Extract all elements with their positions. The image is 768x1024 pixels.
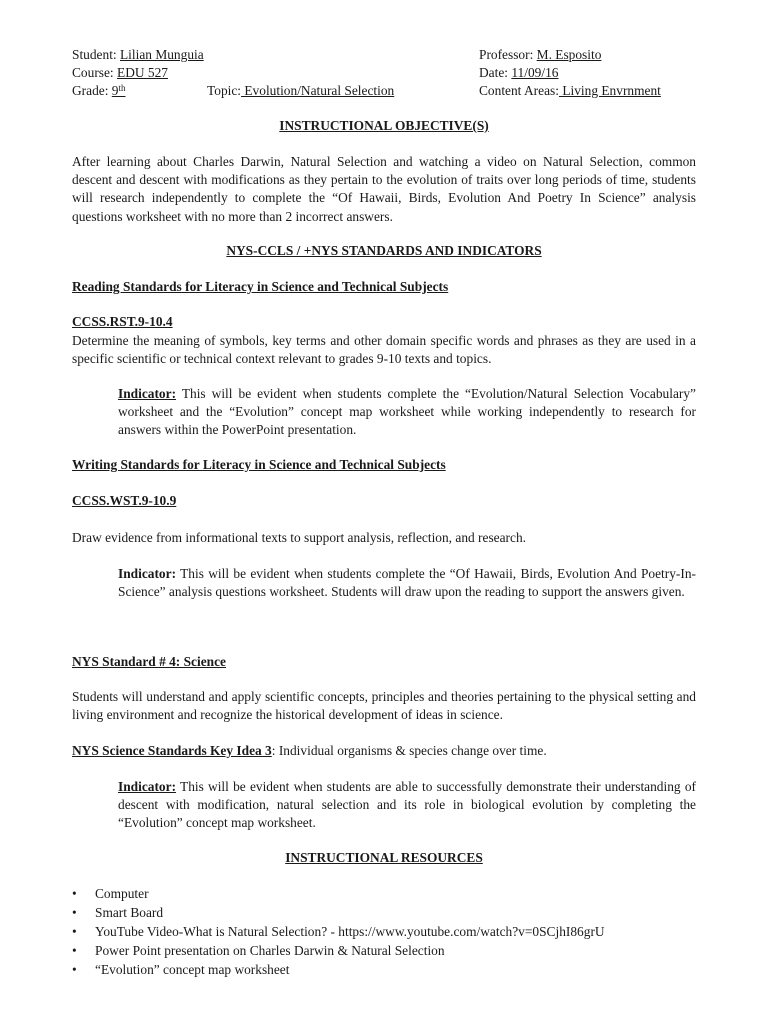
content-areas-line <box>479 83 661 99</box>
indicator-2 <box>118 565 696 601</box>
date-line <box>479 65 558 81</box>
date-label: Date: <box>479 65 512 80</box>
course-label: Course: <box>72 65 118 80</box>
nys-standard-4-text: Students will understand and apply scientific concepts, principles and theories pertaining to the physical setting and living environment and recognize the historical development of ideas in science. <box>72 689 696 723</box>
bullet-icon: • <box>72 905 77 920</box>
grade-line <box>72 83 160 99</box>
key-idea-title: NYS Science Standards Key Idea 3 <box>72 743 272 758</box>
student-name: Lilian Munguia <box>120 47 204 62</box>
key-idea-text: : Individual organisms & species change over time. <box>271 743 547 758</box>
indicator-3-label: Indicator: <box>118 779 177 794</box>
indicator-1-label: Indicator: <box>118 386 177 401</box>
course-value: EDU 527 <box>117 65 168 80</box>
resources-heading: INSTRUCTIONAL RESOURCES <box>285 850 483 865</box>
student-label: Student: <box>72 47 120 62</box>
indicator-2-label: Indicator: <box>118 566 177 581</box>
professor-line <box>479 47 601 63</box>
document-page: Student: Lilian Munguia Professor: M. Esposito Course: EDU 527 Date: 11/09/16 Grade: 9th Topic: Evolution/Natural Selection Content Areas: Living Envrnment INSTRUCTIONAL OBJECTIVE(S) After learning about Charles Darwin, Natural Selection and watching a video on Natural Selection, common descent and descent with modifications as they pertain to the evolution of traits over long periods of time, students will research independently to complete the “Of Hawaii, Birds, Evolution And Poetry In Science” analysis questions worksheet with no more than 2 incorrect answers. NYS-CCLS / +NYS STANDARDS AND INDICATORS Reading Standards for Literacy in Science and Technical Subjects CCSS.RST.9-10.4 Determine the meaning of symbols, key terms and other domain specific words and phrases as they are used in a specific scientific or technical context relevant to grades 9-10 texts and topics. Indicator: This will be evident when students complete the “Evolution/Natural Selection Vocabulary” worksheet and the “Evolution” concept map worksheet while working independently to research for answers within the PowerPoint presentation. Writing Standards for Literacy in Science and Technical Subjects CCSS.WST.9-10.9 Draw evidence from informational texts to support analysis, reflection, and research. Indicator: This will be evident when students complete the “Of Hawaii, Birds, Evolution And Poetry-In-Science” analysis questions worksheet. Students will draw upon the reading to support the answers given. NYS Standard # 4: Science Students will understand and apply scientific concepts, principles and theories pertaining to the physical setting and living environment and recognize the historical development of ideas in science. NYS Science Standards Key Idea 3: Individual organisms & species change over time. Indicator: This will be evident when students are able to successfully demonstrate their understanding of descent with modification, natural selection and its role in biological evolution by completing the “Evolution” concept map worksheet. INSTRUCTIONAL RESOURCES • Computer • Smart Board • YouTube Video-What is Natural Selection? - https://www.youtube.com/watch?v=0SCjhI86grU • Power Point presentation on Charles Darwin & Natural Selection • “Evolution” concept map worksheet <box>72 47 696 977</box>
content-areas-label: Content Areas: <box>479 83 559 98</box>
course-line <box>72 65 168 81</box>
bullet-icon: • <box>72 962 77 977</box>
topic-label: Topic: <box>207 83 242 98</box>
objective-heading: INSTRUCTIONAL OBJECTIVE(S) <box>279 118 489 133</box>
key-idea-line <box>72 743 547 759</box>
wst-code: CCSS.WST.9-10.9 <box>72 493 177 508</box>
content-areas-value: Living Envrnment <box>558 83 661 98</box>
indicator-1 <box>118 385 696 440</box>
indicator-3 <box>118 778 696 833</box>
reading-standards-title: Reading Standards for Literacy in Science and Technical Subjects <box>72 279 449 294</box>
date-value: 11/09/16 <box>511 65 559 80</box>
wst-text: Draw evidence from informational texts to support analysis, reflection, and research. <box>72 530 527 545</box>
grade-value: 9th <box>111 83 126 98</box>
professor-name: M. Esposito <box>536 47 602 62</box>
bullet-icon: • <box>72 924 77 939</box>
indicator-2-text: This will be evident when students complete the “Of Hawaii, Birds, Evolution And Poetry-In-Science” analysis questions worksheet. Students will draw upon the reading to support the answers given. <box>118 566 696 600</box>
topic-value: Evolution/Natural Selection <box>241 83 395 98</box>
writing-standards-title: Writing Standards for Literacy in Science and Technical Subjects <box>72 457 446 472</box>
nys-standard-4-title: NYS Standard # 4: Science <box>72 654 226 669</box>
student-line <box>72 47 204 63</box>
rst-text: Determine the meaning of symbols, key terms and other domain specific words and phrases as they are used in a specific scientific or technical context relevant to grades 9-10 texts and topics. <box>72 333 696 367</box>
grade-label: Grade: <box>72 83 112 98</box>
bullet-icon: • <box>72 943 77 958</box>
indicator-1-text: This will be evident when students complete the “Evolution/Natural Selection Vocabulary” worksheet and the “Evolution” concept map worksheet while working independently to research for answers within the PowerPoint presentation. <box>118 386 696 438</box>
rst-code: CCSS.RST.9-10.4 <box>72 314 173 329</box>
topic-line <box>207 83 394 99</box>
professor-label: Professor: <box>479 47 537 62</box>
bullet-icon: • <box>72 886 77 901</box>
standards-heading: NYS-CCLS / +NYS STANDARDS AND INDICATORS <box>226 243 542 258</box>
indicator-3-text: This will be evident when students are able to successfully demonstrate their understanding of descent with modification, natural selection and its role in biological evolution by completing the “Evolution” concept map worksheet. <box>118 779 696 831</box>
objective-text: After learning about Charles Darwin, Natural Selection and watching a video on Natural Selection, common descent and descent with modifications as they pertain to the evolution of traits over long periods of time, students will research independently to complete the “Of Hawaii, Birds, Evolution And Poetry In Science” analysis questions worksheet with no more than 2 incorrect answers. <box>72 154 696 224</box>
